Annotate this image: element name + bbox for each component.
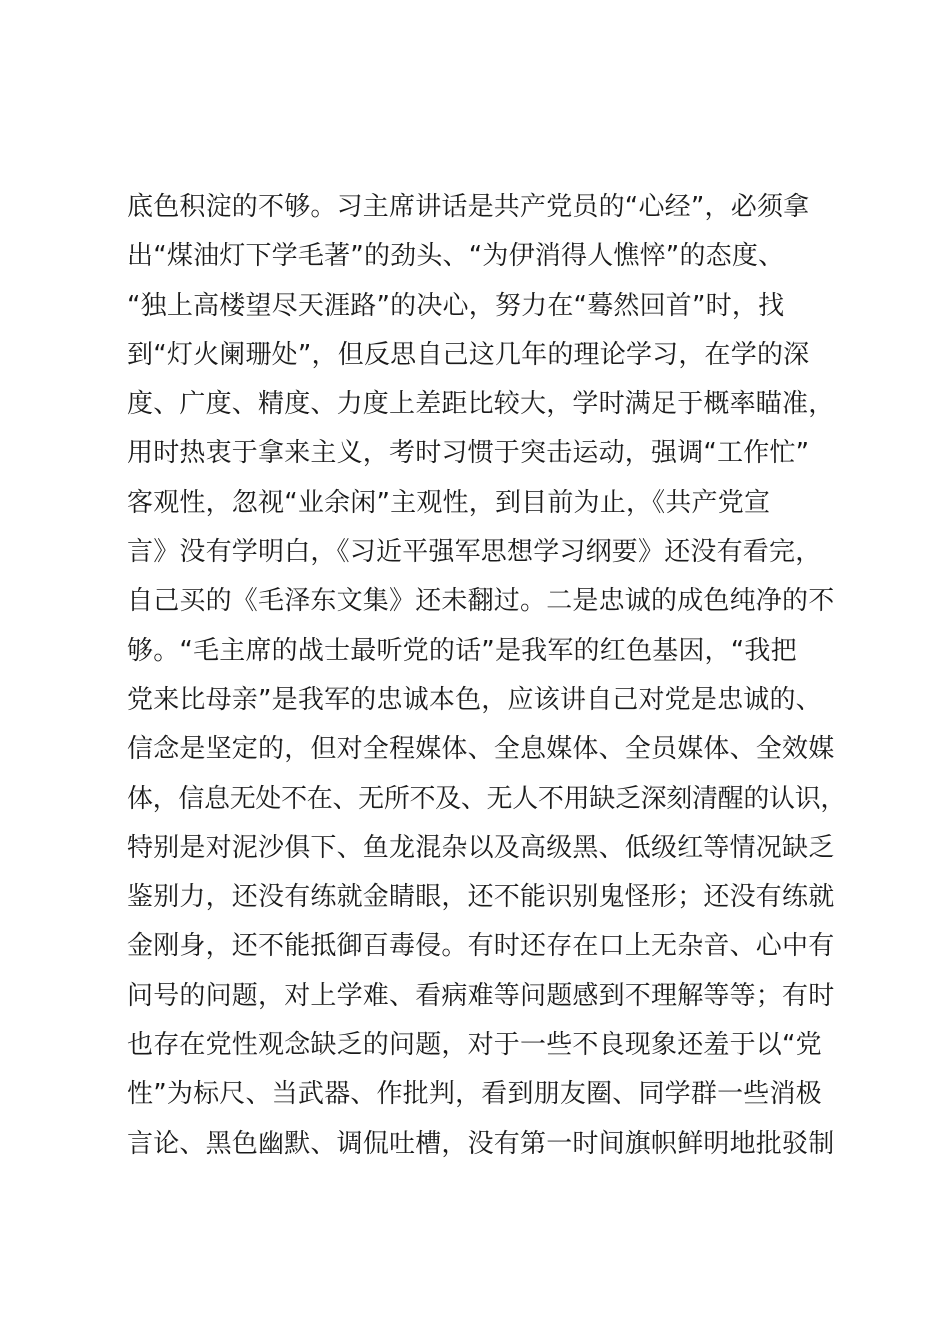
text-line: 自己买的《毛泽东文集》还未翻过。二是忠诚的成色纯净的不 xyxy=(127,586,835,617)
text-line: 性”为标尺、当武器、作批判，看到朋友圈、同学群一些消极 xyxy=(127,1079,822,1110)
text-line: 客观性，忽视“业余闲”主观性，到目前为止，《共产党宣 xyxy=(127,487,771,518)
text-line: 用时热衷于拿来主义，考时习惯于突击运动，强调“工作忙” xyxy=(127,438,810,469)
text-line: 言》没有学明白，《习近平强军思想学习纲要》还没有看完， xyxy=(127,537,822,568)
text-line: 信念是坚定的，但对全程媒体、全息媒体、全员媒体、全效媒 xyxy=(127,734,835,765)
text-line: 底色积淀的不够。习主席讲话是共产党员的“心经”，必须拿 xyxy=(127,192,810,222)
text-line: 言论、黑色幽默、调侃吐槽，没有第一时间旗帜鲜明地批驳制 xyxy=(127,1128,835,1159)
text-line: 金刚身，还不能抵御百毒侵。有时还存在口上无杂音、心中有 xyxy=(127,931,835,962)
text-line: 体，信息无处不在、无所不及、无人不用缺乏深刻清醒的认识， xyxy=(127,783,847,814)
text-line: “独上高楼望尽天涯路”的决心，努力在“蓦然回首”时，找 xyxy=(127,290,785,321)
text-line: 鉴别力，还没有练就金睛眼，还不能识别鬼怪形；还没有练就 xyxy=(127,882,835,913)
text-line: 出“煤油灯下学毛著”的劲头、“为伊消得人憔悴”的态度、 xyxy=(127,241,785,272)
body-text xyxy=(127,183,847,1169)
text-line: 也存在党性观念缺乏的问题，对于一些不良现象还羞于以“党 xyxy=(127,1030,822,1061)
text-line: 问号的问题，对上学难、看病难等问题感到不理解等等；有时 xyxy=(127,980,835,1011)
text-line: 够。“毛主席的战士最听党的话”是我军的红色基因，“我把 xyxy=(127,635,797,666)
text-line: 度、广度、精度、力度上差距比较大，学时满足于概率瞄准， xyxy=(127,389,835,420)
text-line: 特别是对泥沙俱下、鱼龙混杂以及高级黑、低级红等情况缺乏 xyxy=(127,832,835,863)
text-line: 到“灯火阑珊处”，但反思自己这几年的理论学习，在学的深 xyxy=(127,339,810,370)
text-line: 党来比母亲”是我军的忠诚本色，应该讲自己对党是忠诚的、 xyxy=(127,684,822,715)
